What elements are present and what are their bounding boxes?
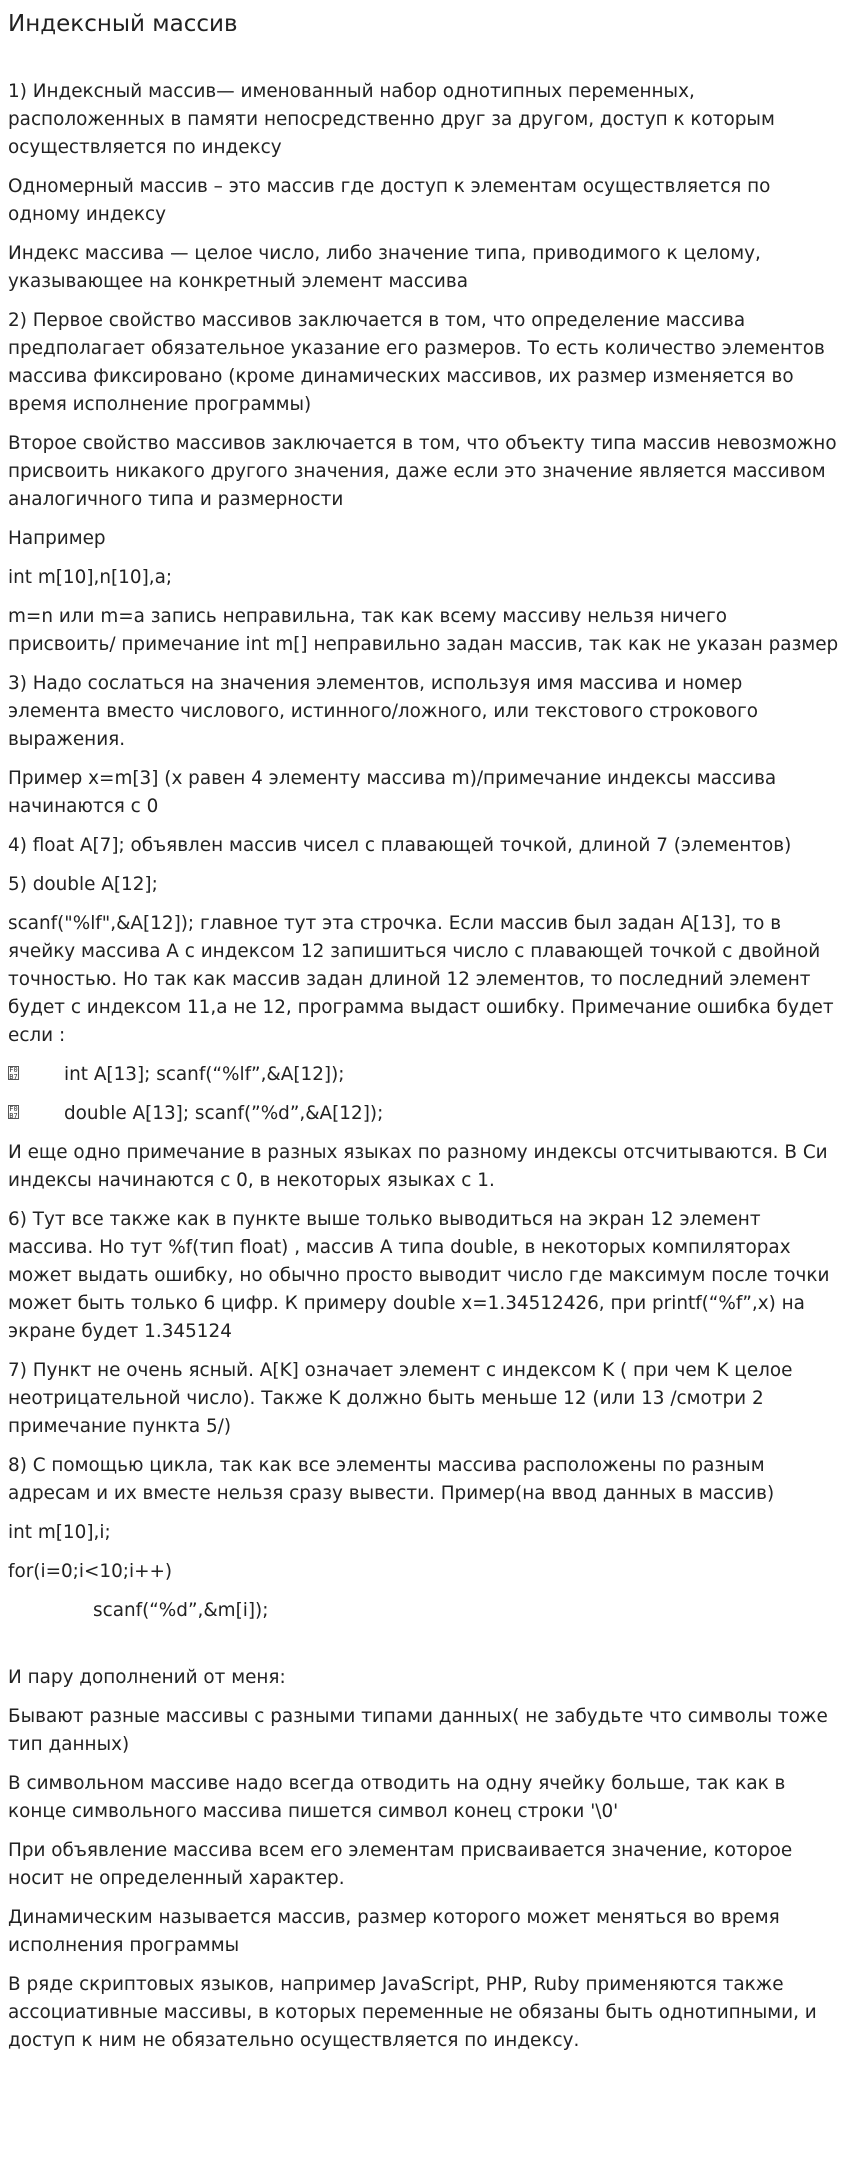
paragraph: Пример x=m[3] (x равен 4 элементу массива m)/примечание индексы массива начинаются с 0	[8, 768, 777, 817]
code-line: for(i=0;i<10;i++)	[8, 1561, 173, 1582]
paragraph: 3) Надо сослаться на значения элементов, используя имя массива и номер элемента вместо числового, истинного/ложного, или текстового строкового выражения.	[8, 673, 759, 750]
paragraph: m=n или m=a запись неправильна, так как всему массиву нельзя ничего присвоить/ примечание int m[] неправильно задан массив, так как не указан размер	[8, 606, 839, 655]
paragraph: 6) Тут все также как в пункте выше только выводиться на экран 12 элемент массива. Но тут %f(тип float) , массив A типа double, в некоторых компиляторах может выдать ошибку, но обычно просто выводит число где максимум после точки может быть только 6 цифр. К примеру double x=1.34512426, при printf(“%f”,x) на экране будет 1.345124	[8, 1209, 830, 1342]
paragraph: 4) float A[7]; объявлен массив чисел с плавающей точкой, длиной 7 (элементов)	[8, 835, 792, 856]
paragraph: Второе свойство массивов заключается в том, что объекту типа массив невозможно присвоить никакого другого значения, даже если это значение является массивом аналогичного типа и размерности	[8, 433, 837, 510]
paragraph: 8) С помощью цикла, так как все элементы массива расположены по разным адресам и их вместе нельзя сразу вывести. Пример(на ввод данных в массив)	[8, 1455, 775, 1504]
paragraph: 7) Пункт не очень ясный. A[K] означает элемент с индексом K ( при чем K целое неотрицательной число). Также K должно быть меньше 12 (или 13 /смотри 2 примечание пункта 5/)	[8, 1360, 793, 1437]
paragraph: В символьном массиве надо всегда отводить на одну ячейку больше, так как в конце символьного массива пишется символ конец строки '\0'	[8, 1773, 786, 1822]
paragraph: scanf("%lf",&A[12]); главное тут эта строчка. Если массив был задан A[13], то в ячейку массива A с индексом 12 запишиться число с плавающей точкой с двойной точностью. Но так как массив задан длиной 12 элементов, то последний элемент будет с индексом 11,а не 12, программа выдаст ошибку. Примечание ошибка будет если :	[8, 913, 834, 1046]
missing-glyph-icon: F0 B7	[9, 1105, 18, 1120]
code-line: int m[10],i;	[8, 1522, 111, 1543]
bullet-item	[8, 1061, 839, 1089]
bullet-text: double A[13]; scanf(”%d”,&A[12]);	[64, 1103, 384, 1124]
paragraph: Например	[8, 528, 106, 549]
paragraph: Динамическим называется массив, размер которого может меняться во время исполнения программы	[8, 1907, 780, 1956]
paragraph: 2) Первое свойство массивов заключается в том, что определение массива предполагает обязательное указание его размеров. То есть количество элементов массива фиксировано (кроме динамических массивов, их размер изменяется во время исполнение программы)	[8, 310, 825, 415]
bullet-item	[8, 1100, 839, 1128]
paragraph: Индекс массива — целое число, либо значение типа, приводимого к целому, указывающее на конкретный элемент массива	[8, 243, 761, 292]
paragraph: 1) Индексный массив— именованный набор однотипных переменных, расположенных в памяти непосредственно друг за другом, доступ к которым осуществляется по индексу	[8, 81, 775, 158]
document-title: Индексный массив	[8, 11, 238, 37]
paragraph: При объявление массива всем его элементам присваивается значение, которое носит не определенный характер.	[8, 1840, 793, 1889]
paragraph: И еще одно примечание в разных языках по разному индексы отсчитываются. В Си индексы начинаются с 0, в некоторых языках с 1.	[8, 1142, 828, 1191]
code-line-indented: scanf(“%d”,&m[i]);	[93, 1600, 269, 1621]
paragraph: В ряде скриптовых языков, например JavaScript, PHP, Ruby применяются также ассоциативные массивы, в которых переменные не обязаны быть однотипными, и доступ к ним не обязательно осуществляется по индексу.	[8, 1974, 817, 2051]
paragraph: Одномерный массив – это массив где доступ к элементам осуществляется по одному индексу	[8, 176, 771, 225]
paragraph: И пару дополнений от меня:	[8, 1667, 286, 1688]
code-line: int m[10],n[10],a;	[8, 567, 173, 588]
paragraph: Бывают разные массивы с разными типами данных( не забудьте что символы тоже тип данных)	[8, 1706, 828, 1755]
bullet-text: int A[13]; scanf(“%lf”,&A[12]);	[64, 1064, 345, 1085]
code-line: 5) double A[12];	[8, 874, 158, 895]
missing-glyph-icon: F0 B7	[9, 1066, 18, 1081]
